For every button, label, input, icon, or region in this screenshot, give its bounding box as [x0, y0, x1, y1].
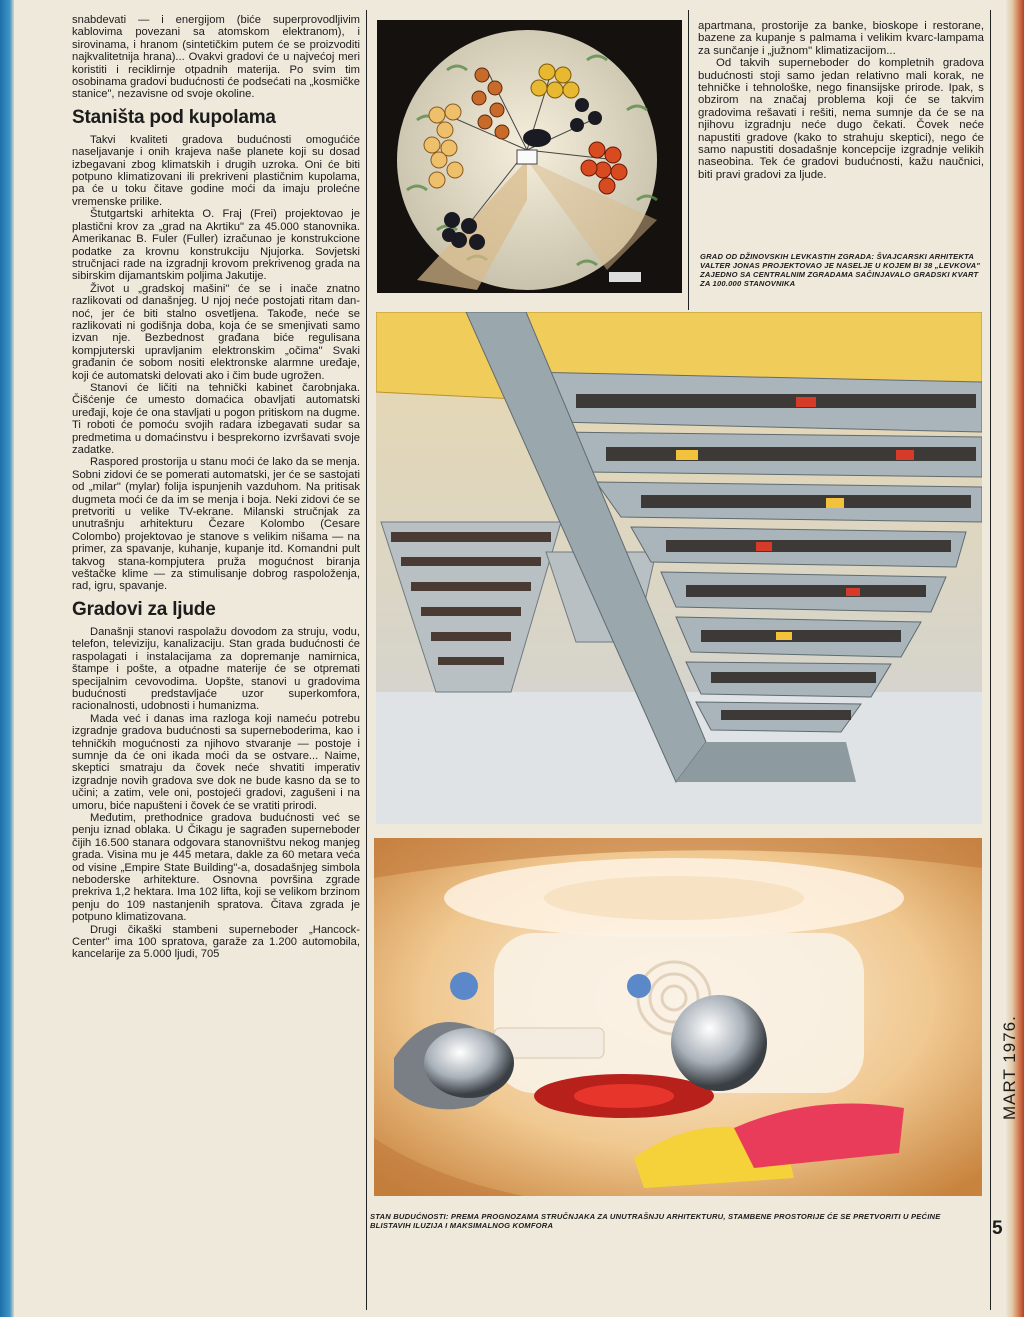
- funnel-buildings-illustration: [376, 312, 982, 824]
- magazine-edge-left: [0, 0, 14, 1317]
- page-number: 5: [992, 1218, 1003, 1239]
- paragraph: Takvi kvaliteti gradova budućnosti omogućiće naseljavanje i onih krajeva naše planete koji su dosad izbegavani zbog klimatskih i drugih uzroka. Oni će biti potpuno klimatizovani ili prekriveni plastičnim kupolama, pa će u toku čitave godine moći da imaju prolećne vremenske prilike.: [72, 133, 360, 208]
- section-heading: Gradovi za ljude: [72, 598, 216, 620]
- paragraph: apartmana, prostorije za banke, bioskope i restorane, bazene za kupanje s palmama i velikim kvarc-lampama za sunčanje i „južnom" klimatizacijom...: [698, 20, 984, 57]
- caption-future-apartment: STAN BUDUĆNOSTI: PREMA PROGNOZAMA STRUČNJAKA ZA UNUTRAŠNJU ARHITEKTURU, STAMBENE PROSTORIJE ĆE SE PRETVORITI U PEĆINE BLISTAVIH ILUZIJA I MAKSIMALNOG KOMFORA: [370, 1212, 941, 1230]
- paragraph: Raspored prostorija u stanu moći će lako da se menja. Sobni zidovi će se pomerati automatski, jer će se sastojati od „milar" (mylar) folija ispunjenih vazduhom. Na pritisak dugmeta moći će da im se menja i boja. Neki zidovi će se pretvoriti u velike TV-ekrane. Milanski stručnjak za unutrašnju arhitekturu Čezare Kolombo (Cesare Colombo) projektovao je stanove s velikim nišama — na primer, za spavanje, kuhanje, kupanje itd. Komandni pult takvog stana-kompjutera pruža mogućnost biranja veštačke klime — za stimulisanje dobrog raspoloženja, rad, igru, spavanje.: [72, 456, 360, 593]
- column-rule-left: [366, 10, 367, 1310]
- paragraph: Mada već i danas ima razloga koji nameću potrebu izgradnje gradova budućnosti sa superneboderima, kao i tehničkih mogućnosti za njihovo stvaranje — postoje i sumnje da će oni ikada moći da se ostvare... Naime, skeptici smatraju da čovek neće shvatiti imperativ izgradnje novih gradova sve dok ne bude kasno da se to učini; a zatim, vele oni, postojeći gradovi, zagušeni i na umoru, biće napušteni i čovek će se vratiti prirodi.: [72, 712, 360, 812]
- paragraph: Drugi čikaški stambeni superneboder „Hancock-Center" ima 100 spratova, garaže za 1.200 automobila, kancelarije za 5.000 ljudi, 705: [72, 923, 360, 961]
- future-apartment-photo: [374, 838, 982, 1196]
- column-rule-mid: [688, 10, 689, 310]
- issue-date: MART 1976.: [1000, 1015, 1019, 1120]
- funnel-buildings-photo: [376, 312, 982, 824]
- city-model-illustration: [377, 20, 682, 293]
- right-text-column: [698, 20, 984, 228]
- paragraph: Život u „gradskoj mašini" će se i inače znatno razlikovati od današnjeg. U njoj neće postojati ritam dan-noć, jer će biti stalno osvetljena. Takođe, neće se razlikovati ni godišnja doba, koja će se smenjivati samo izvan nje. Bezbednost građana biće regulisana kompjuterski upravljanim elektronskim „očima" Svaki građanin će sobom nositi elektronske alarmne uređaje, koji će automatski delovati ako i čim bude ugrožen.: [72, 282, 360, 382]
- paragraph: Međutim, prethodnice gradova budućnosti već se penju iznad oblaka. U Čikagu je sagrađen superneboder čijih 16.500 stanara odgovara stanovništvu nekog manjeg grada. Visina mu je 445 metara, dakle za 60 metara veća od visine „Empire State Building"-a, dosadašnjeg simbola neboderske arhitekture. Osnovna površina zgrade prekriva 1,2 hektara. Ima 102 lifta, koji se velikom brzinom penju do 109 nastanjenih spratova. Čitava zgrada je potpuno klimatizovana.: [72, 811, 360, 924]
- paragraph: Od takvih superneboder do kompletnih gradova budućnosti stoji samo jedan relativno mali korak, ne tehničke i tehnološke, nego finansijske prirode. Ipak, s obzirom na značaj problema koji će se takvim gradovima rešavati i rešiti, nema sumnje da će se na njihovu izgradnju neće dugo čekati. Čovek neće napustiti gradove (kako to strahuju skeptici), nego će samo napustiti dosadašnje koncepcije izgradnje velikih naseobina. Tek će gradovi budućnosti, kažu naučnici, biti pravi gradovi za ljude.: [698, 57, 984, 181]
- paragraph: Štutgartski arhitekta O. Fraj (Frei) projektovao je plastični krov za „grad na Akrtiku" za 45.000 stanovnika. Amerikanac B. Fuler (Fuller) izračunao je konstrukcione podatke za krovnu konstrukciju Njujorka. Sovjetski stručnjaci rade na izgradnji krovom prekrivenog grada na sibirskim dijamantskim poljima Jakutije.: [72, 208, 360, 283]
- section-heading: Staništa pod kupolama: [72, 106, 276, 128]
- paragraph: Stanovi će ličiti na tehnički kabinet čarobnjaka. Čišćenje će umesto domaćica obavljati automatski uređaji, koje će ona stavljati u pogon pritiskom na dugme. Ti roboti će pomoću svojih radara izbegavati sudar sa predmetima u domaćinstvu i besprekorno izvršavati svoje zadatke.: [72, 381, 360, 456]
- column-rule-right: [990, 10, 991, 1310]
- future-apartment-illustration: [374, 838, 982, 1196]
- city-model-photo: [377, 20, 682, 293]
- paragraph: Današnji stanovi raspolažu dovodom za struju, vodu, telefon, televiziju, kanalizaciju. Stan grada budućnosti će raspolagati i instalacijama za dopremanje namirnica, štampe i pošte, a otpadne materije će se otpremati specijalnim cevovodima. Uopšte, stanovi u gradovima budućnosti predstavljaće uzor superkomfora, racionalnosti, udobnosti i humanizma.: [72, 625, 360, 713]
- left-text-column: [72, 14, 360, 1314]
- paragraph: snabdevati — i energijom (biće superprovodljivim kablovima povezani sa atomskom elektranom), i sirovinama, i hranom (sintetičkim putem će se proizvoditi najkvalitetnija hrana)... Ovakvi gradovi će u najvećoj meri koristiti i reciklirnje otpadnih materija. Po svim tim osobinama gradovi budućnosti će podsećati na „kosmičke stanice", nezavisne od svoje okoline.: [72, 14, 360, 101]
- caption-funnel-city: GRAD OD DŽINOVSKIH LEVKASTIH ZGRADA: ŠVAJCARSKI ARHITEKTA VALTER JONAS PROJEKTOVAO JE NASELJE U KOJEM BI 38 „LEVKOVA" ZAJEDNO SA CENTRALNIM ZGRADAMA SAČINJAVALO GRADSKI KVART ZA 100.000 STANOVNIKA: [700, 252, 981, 288]
